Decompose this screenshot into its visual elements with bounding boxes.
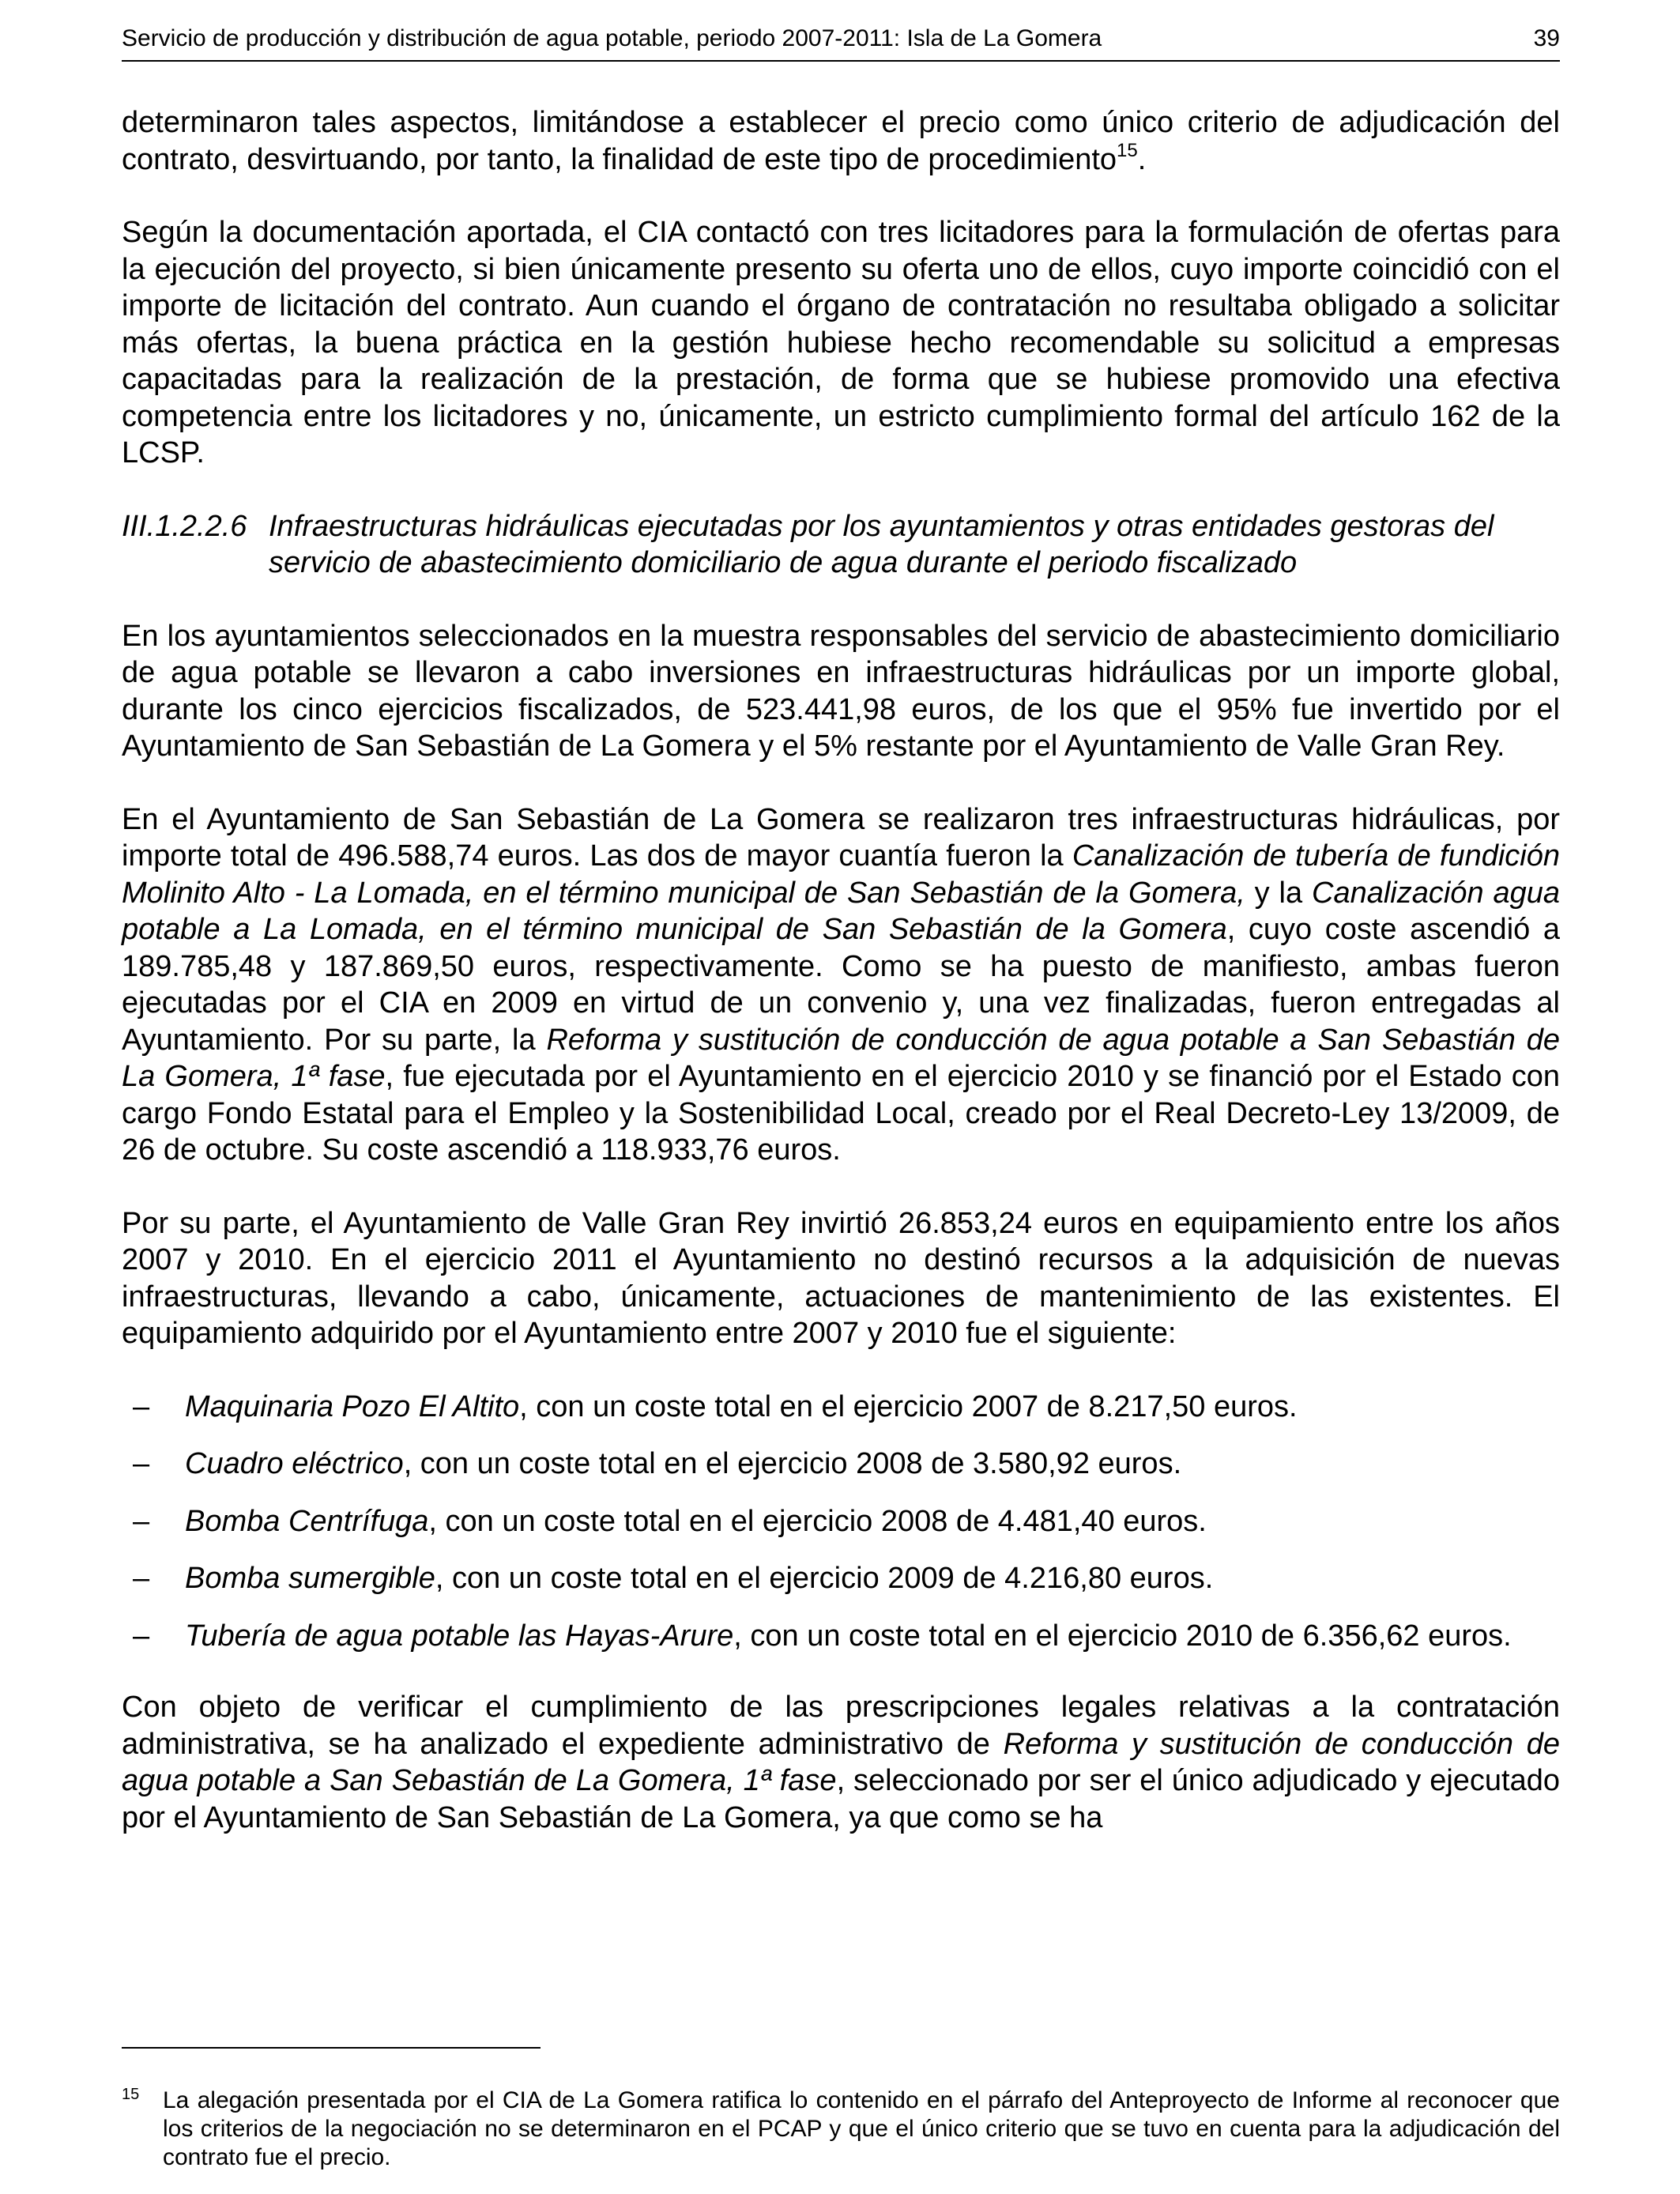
footnote-divider xyxy=(122,2047,541,2049)
paragraph-5: Por su parte, el Ayuntamiento de Valle Gran Rey invirtió 26.853,24 euros en equipamiento entre los años 2007 y 2010. En el ejercicio 2011 el Ayuntamiento no destinó recursos a la adquisición de nuevas infraestructuras, llevando a cabo, únicamente, actuaciones de mantenimiento de las existentes. El equipamiento adquirido por el Ayuntamiento entre 2007 y 2010 fue el siguiente: xyxy=(122,1206,1560,1350)
list-dash: – xyxy=(133,1562,150,1595)
list-item: – Cuadro eléctrico, con un coste total en el ejercicio 2008 de 3.580,92 euros. xyxy=(122,1446,1560,1483)
footnote-number: 15 xyxy=(122,2086,140,2103)
page-header xyxy=(122,22,1560,62)
list-item: – Tubería de agua potable las Hayas-Arure, con un coste total en el ejercicio 2010 de 6.356,62 euros. xyxy=(122,1618,1560,1655)
list-dash: – xyxy=(133,1619,150,1653)
list-item: – Bomba sumergible, con un coste total en el ejercicio 2009 de 4.216,80 euros. xyxy=(122,1560,1560,1597)
equipment-list xyxy=(122,1389,1560,1655)
list-item: – Maquinaria Pozo El Altito, con un coste total en el ejercicio 2007 de 8.217,50 euros. xyxy=(122,1389,1560,1426)
list-item: – Bomba Centrífuga, con un coste total en el ejercicio 2008 de 4.481,40 euros. xyxy=(122,1503,1560,1540)
document-body xyxy=(122,104,1560,1872)
header-title: Servicio de producción y distribución de agua potable, periodo 2007-2011: Isla de La Gomera xyxy=(122,25,1102,51)
paragraph-6: Con objeto de verificar el cumplimiento de las prescripciones legales relativas a la contratación administrativa, se ha analizado el expediente administrativo de Reforma y sustitución de conducción de agua potable a San Sebastián de La Gomera, 1ª fase, seleccionado por ser el único adjudicado y ejecutado por el Ayuntamiento de San Sebastián de La Gomera, ya que como se ha xyxy=(122,1691,1560,1834)
paragraph-4: En el Ayuntamiento de San Sebastián de La Gomera se realizaron tres infraestructuras hidráulicas, por importe total de 496.588,74 euros. Las dos de mayor cuantía fueron la Canalización de tubería de fundición Molinito Alto - La Lomada, en el término municipal de San Sebastián de la Gomera, y la Canalización agua potable a La Lomada, en el término municipal de San Sebastián de la Gomera, cuyo coste ascendió a 189.785,48 y 187.869,50 euros, respectivamente. Como se ha puesto de manifiesto, ambas fueron ejecutadas por el CIA en 2009 en virtud de un convenio y, una vez finalizadas, fueron entregadas al Ayuntamiento. Por su parte, la Reforma y sustitución de conducción de agua potable a San Sebastián de La Gomera, 1ª fase, fue ejecutada por el Ayuntamiento en el ejercicio 2010 y se financió por el Estado con cargo Fondo Estatal para el Empleo y la Sostenibilidad Local, creado por el Real Decreto-Ley 13/2009, de 26 de octubre. Su coste ascendió a 118.933,76 euros. xyxy=(122,802,1560,1167)
section-heading xyxy=(122,508,1560,582)
list-dash: – xyxy=(133,1504,150,1538)
footnote xyxy=(122,2087,1560,2172)
section-title: Infraestructuras hidráulicas ejecutadas por los ayuntamientos y otras entidades gestoras del servicio de abastecimiento domiciliario de agua durante el periodo fiscalizado xyxy=(269,509,1494,579)
paragraph-3: En los ayuntamientos seleccionados en la muestra responsables del servicio de abastecimiento domiciliario de agua potable se llevaron a cabo inversiones en infraestructuras hidráulicas por un importe global, durante los cinco ejercicios fiscalizados, de 523.441,98 euros, de los que el 95% fue invertido por el Ayuntamiento de San Sebastián de La Gomera y el 5% restante por el Ayuntamiento de Valle Gran Rey. xyxy=(122,619,1560,763)
footnote-ref-link[interactable]: 15 xyxy=(1117,139,1138,161)
list-dash: – xyxy=(133,1447,150,1480)
list-dash: – xyxy=(133,1389,150,1423)
section-number: III.1.2.2.6 xyxy=(122,509,247,543)
page-number: 39 xyxy=(1533,25,1560,51)
paragraph-1: determinaron tales aspectos, limitándose a establecer el precio como único criterio de adjudicación del contrato, desvirtuando, por tanto, la finalidad de este tipo de procedimiento$^{15}$. xyxy=(122,106,1560,176)
paragraph-2: Según la documentación aportada, el CIA contactó con tres licitadores para la formulación de ofertas para la ejecución del proyecto, si bien únicamente presento su oferta uno de ellos, cuyo importe coincidió con el importe de licitación del contrato. Aun cuando el órgano de contratación no resultaba obligado a solicitar más ofertas, la buena práctica en la gestión hubiese hecho recomendable su solicitud a empresas capacitadas para la realización de la prestación, de forma que se hubiese promovido una efectiva competencia entre los licitadores y no, únicamente, un estricto cumplimiento formal del artículo 162 de la LCSP. xyxy=(122,216,1560,469)
footnote-text: La alegación presentada por el CIA de La Gomera ratifica lo contenido en el párrafo del Anteproyecto de Informe al reconocer que los criterios de la negociación no se determinaron en el PCAP y que el único criterio que se tuvo en cuenta para la adjudicación del contrato fue el precio. xyxy=(163,2087,1560,2170)
